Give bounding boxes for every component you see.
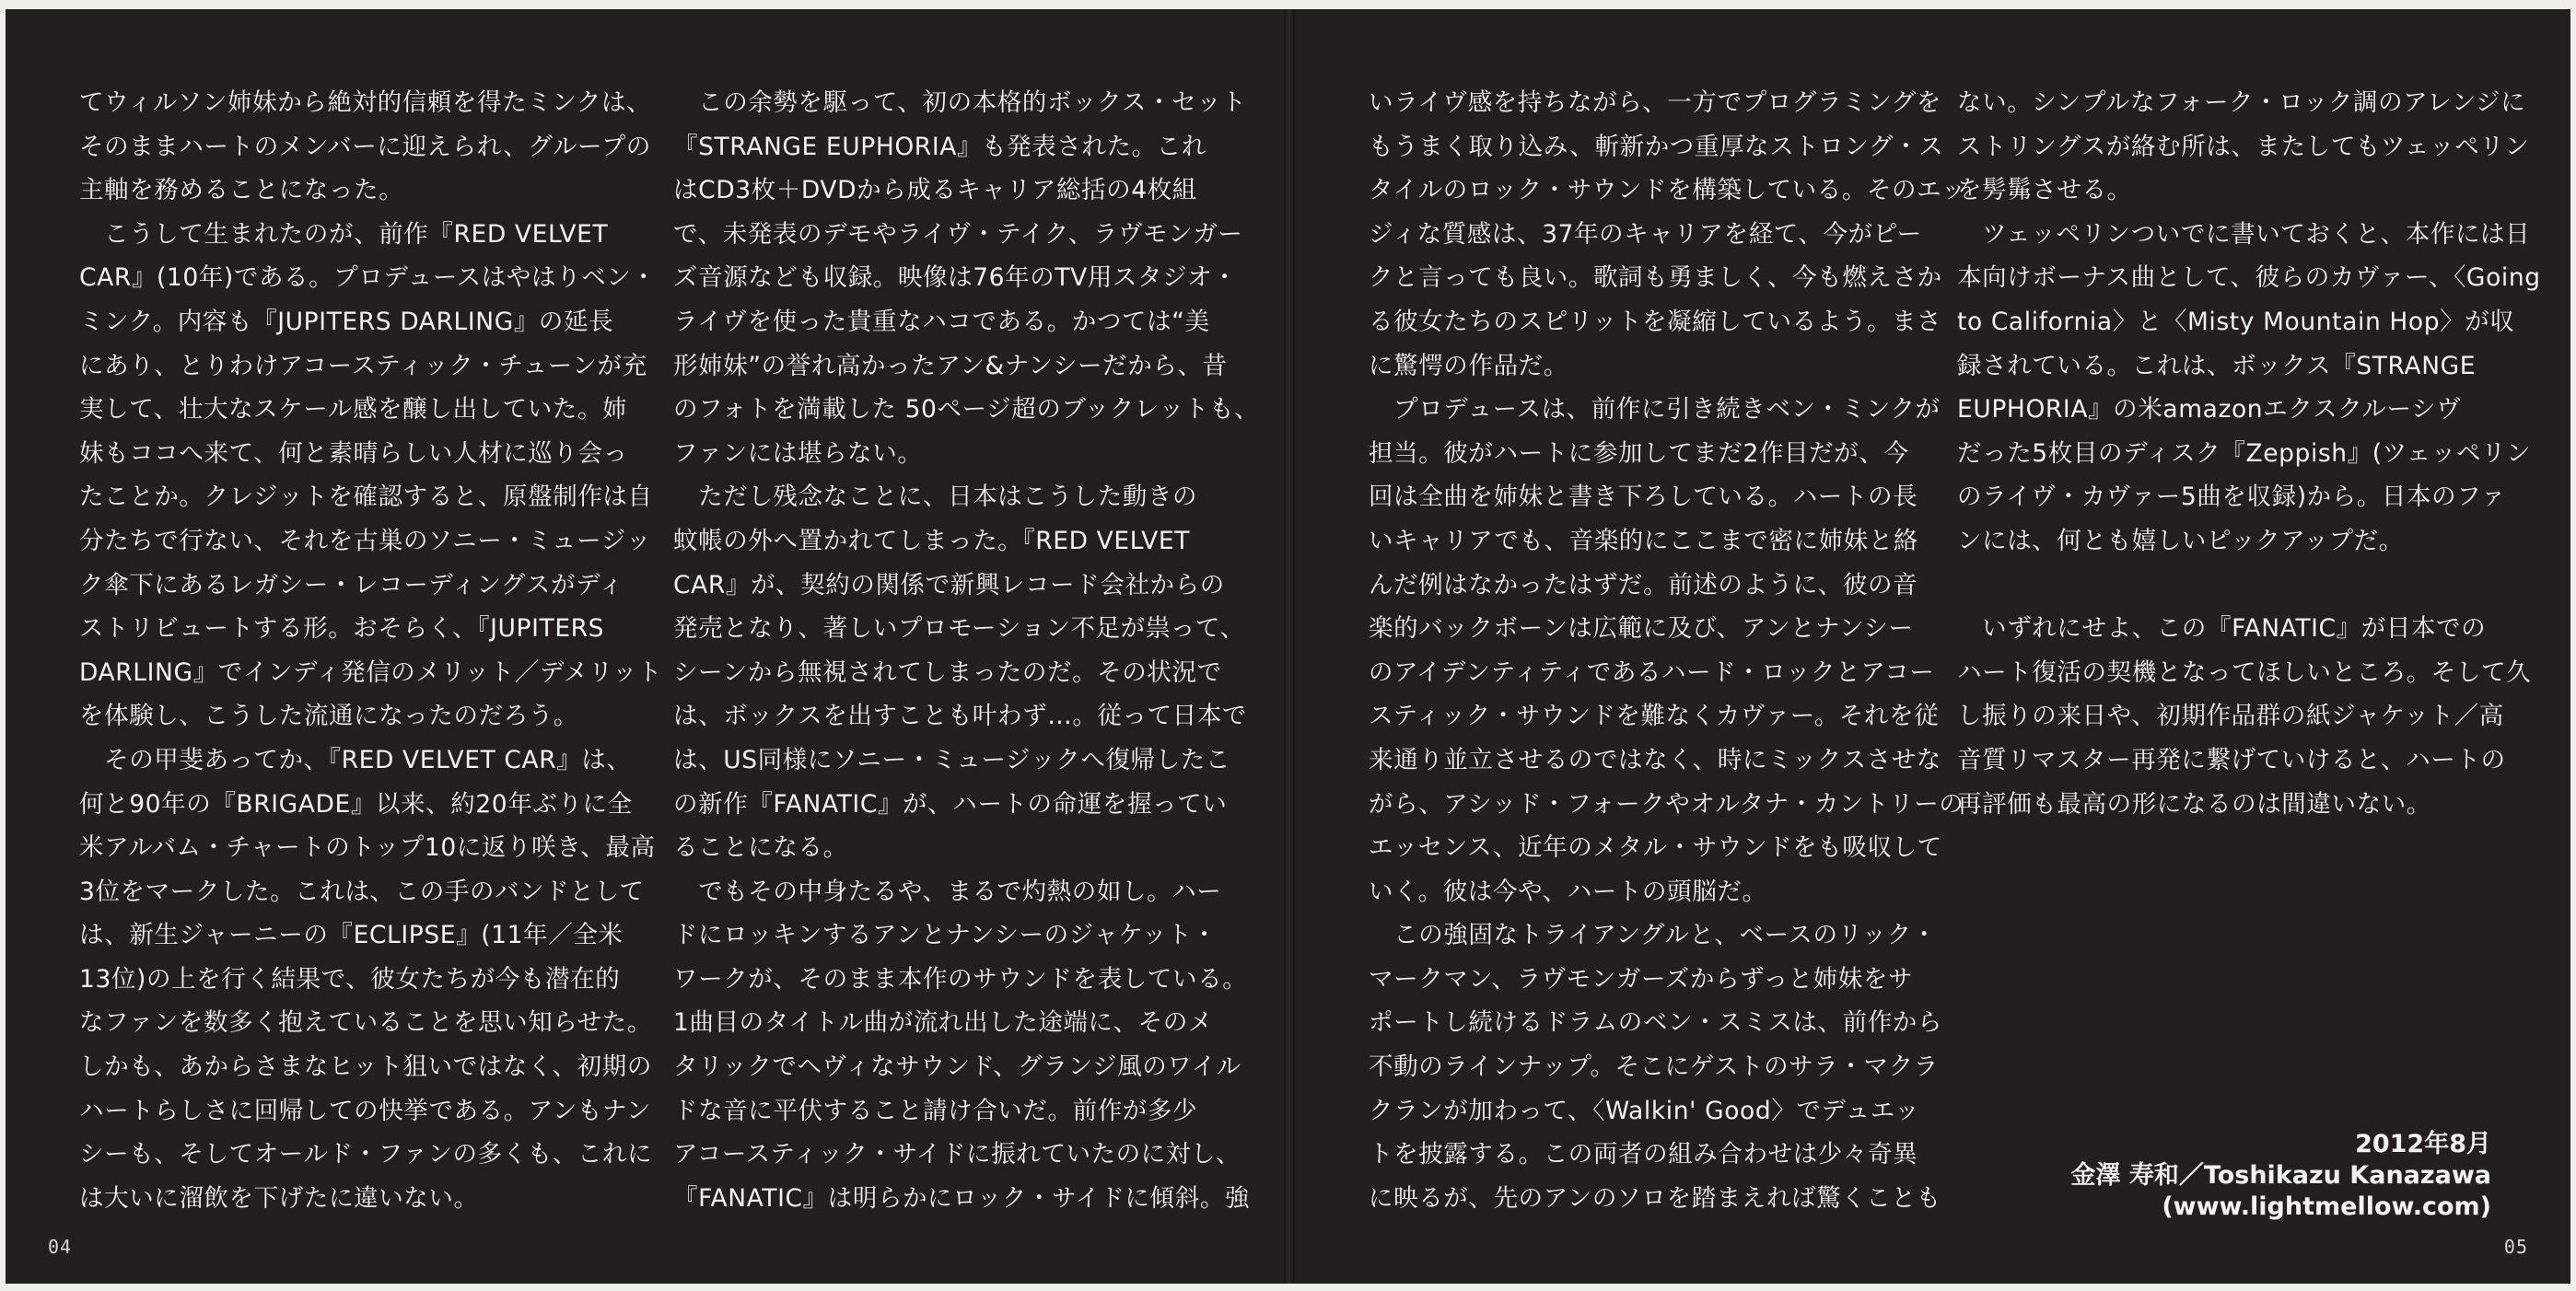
text-line: 3位をマークした。これは、この手のバンドとして (79, 877, 645, 906)
text-line: ジィな質感は、37年のキャリアを経て、今がピー (1369, 219, 1922, 249)
text-line: 再評価も最高の形になるのは間違いない。 (1957, 789, 2431, 819)
text-line: to California〉と〈Misty Mountain Hop〉が収 (1957, 307, 2515, 336)
text-line: で、未発表のデモやライヴ・テイク、ラヴモンガー (673, 219, 1243, 249)
text-line: ハートらしさに回帰しての快挙である。アンもナン (79, 1096, 651, 1125)
text-line: てウィルソン姉妹から絶対的信頼を得たミンクは、 (79, 88, 652, 117)
text-line: しかも、あからさまなヒット狙いではなく、初期の (79, 1053, 652, 1082)
text-line: は、US同様にソニー・ミュージックへ復帰したこ (673, 745, 1230, 774)
text-line: クと言っても良い。歌詞も勇ましく、今も燃えさか (1369, 263, 1942, 293)
text-line: 音質リマスター再発に繋げていけると、ハートの (1957, 745, 2506, 774)
text-line: は、新生ジャーニーの『ECLIPSE』(11年／全米 (79, 921, 624, 950)
text-line: いく。彼は今や、ハートの頭脳だ。 (1369, 877, 1767, 906)
text-line: 形姉妹”の誉れ高かったアン&ナンシーだから、昔 (673, 351, 1228, 380)
text-line: 蚊帳の外へ置かれてしまった。『RED VELVET (673, 526, 1191, 555)
text-line: のフォトを満載した 50ページ超のブックレットも、 (673, 395, 1260, 425)
text-line: タイルのロック・サウンドを構築している。そのエッ (1369, 176, 1966, 205)
text-line: もうまく取り込み、斬新かつ重厚なストロング・ス (1369, 132, 1944, 161)
text-line: の新作『FANATIC』が、ハートの命運を握ってい (673, 789, 1228, 819)
text-line: その甲斐あってか、『RED VELVET CAR』は、 (79, 745, 632, 774)
text-line: プロデュースは、前作に引き続きベン・ミンクが (1369, 395, 1941, 425)
text-line: る彼女たちのスピリットを凝縮しているよう。まさ (1369, 307, 1942, 336)
text-line: こうして生まれたのが、前作『RED VELVET (79, 219, 609, 249)
text-line: ミンク。内容も『JUPITERS DARLING』の延長 (79, 307, 614, 336)
text-line: のアイデンティティであるハード・ロックとアコー (1369, 657, 1935, 687)
text-line: 録されている。これは、ボックス『STRANGE (1957, 351, 2477, 380)
text-line: たことか。クレジットを確認すると、原盤制作は自 (79, 483, 653, 512)
author-credit (2070, 1129, 2491, 1223)
text-line: ファンには堪らない。 (673, 438, 923, 468)
text-column-1 (79, 81, 663, 1220)
text-line: に驚愕の作品だ。 (1369, 351, 1568, 380)
text-line (1957, 564, 2497, 608)
text-line: ストリビュートする形。おそらく、『JUPITERS (79, 614, 605, 644)
text-line: クランが加わって、〈Walkin' Good〉でデュエッ (1369, 1096, 1920, 1125)
text-line: この強固なトライアングルと、ベースのリック・ (1369, 921, 1937, 950)
credit-url: (www.lightmellow.com) (2162, 1192, 2491, 1221)
text-column-4 (1957, 81, 2541, 826)
text-line: 米アルバム・チャートのトップ10に返り咲き、最高 (79, 833, 656, 863)
text-line: 『STRANGE EUPHORIA』も発表された。これ (673, 132, 1206, 161)
text-line: 主軸を務めることになった。 (79, 176, 404, 205)
text-line: ツェッペリンついでに書いておくと、本作には日 (1957, 219, 2531, 249)
text-line: ク傘下にあるレガシー・レコーディングスがディ (79, 570, 624, 599)
text-line: 回は全曲を姉妹と書き下ろしている。ハートの長 (1369, 483, 1918, 512)
text-line: 来通り並立させるのではなく、時にミックスさせな (1369, 745, 1941, 774)
text-column-2 (673, 81, 1260, 1220)
text-line: いキャリアでも、音楽的にここまで密に姉妹と絡 (1369, 526, 1918, 555)
text-line: は、ボックスを出すことも叶わず…。従って日本で (673, 702, 1248, 731)
text-line: を髣髴させる。 (1957, 176, 2132, 205)
text-line: CAR』(10年)である。プロデュースはやはりベン・ (79, 263, 657, 293)
text-line: ズ音源なども収録。映像は76年のTV用スタジオ・ (673, 263, 1238, 293)
text-line: ることになる。 (673, 833, 848, 863)
text-line: この余勢を駆って、初の本格的ボックス・セット (673, 88, 1247, 117)
text-line: アコースティック・サイドに振れていたのに対し、 (673, 1140, 1241, 1169)
text-line: に映るが、先のアンのソロを踏まえれば驚くことも (1369, 1183, 1941, 1213)
text-line: 何と90年の『BRIGADE』以来、約20年ぶりに全 (79, 789, 633, 819)
text-line: ワークが、そのまま本作のサウンドを表している。 (673, 964, 1248, 994)
text-line: なファンを数多く抱えていることを思い知らせた。 (79, 1008, 652, 1038)
text-line: 1曲目のタイトル曲が流れ出した途端に、そのメ (673, 1008, 1214, 1038)
text-line: マークマン、ラヴモンガーズからずっと姉妹をサ (1369, 964, 1914, 994)
spine-fold (1284, 9, 1295, 1284)
credit-author: 金澤 寿和／Toshikazu Kanazawa (2070, 1161, 2491, 1190)
text-line: いずれにせよ、この『FANATIC』が日本での (1957, 614, 2487, 644)
text-line: シーンから無視されてしまったのだ。その状況で (673, 657, 1222, 687)
text-line: 分たちで行ない、それを古巣のソニー・ミュージッ (79, 526, 651, 555)
text-line: ライヴを使った貴重なハコである。かつては“美 (673, 307, 1210, 336)
text-line: 発売となり、著しいプロモーション不足が祟って、 (673, 614, 1245, 644)
text-line: はCD3枚＋DVDから成るキャリア総括の4枚組 (673, 176, 1197, 205)
text-line: 妹もココへ来て、何と素晴らしい人材に巡り会っ (79, 438, 628, 468)
text-line: ンには、何とも嬉しいピックアップだ。 (1957, 526, 2404, 555)
text-line: 『FANATIC』は明らかにロック・サイドに傾斜。強 (673, 1183, 1251, 1213)
text-line: ない。シンプルなフォーク・ロック調のアレンジに (1957, 88, 2526, 117)
text-line: 不動のラインナップ。そこにゲストのサラ・マクラ (1369, 1053, 1939, 1082)
text-line: は大いに溜飲を下げたに違いない。 (79, 1183, 479, 1213)
text-line: ドな音に平伏すること請け合いだ。前作が多少 (673, 1096, 1198, 1125)
text-line: ストリングスが絡む所は、またしてもツェッペリン (1957, 132, 2530, 161)
text-line: ポートし続けるドラムのベン・スミスは、前作から (1369, 1008, 1943, 1038)
text-line: を体験し、こうした流通になったのだろう。 (79, 702, 578, 731)
text-column-3 (1369, 81, 1966, 1220)
text-line: ハート復活の契機となってほしいところ。そして久 (1957, 657, 2532, 687)
text-line: でもその中身たるや、まるで灼熱の如し。ハー (673, 877, 1222, 906)
text-line: CAR』が、契約の関係で新興レコード会社からの (673, 570, 1225, 599)
text-line: ドにロッキンするアンとナンシーのジャケット・ (673, 921, 1218, 950)
text-line: 実して、壮大なスケール感を醸し出していた。姉 (79, 395, 628, 425)
text-line: いライヴ感を持ちながら、一方でプログラミングを (1369, 88, 1941, 117)
text-line: トを披露する。この両者の組み合わせは少々奇異 (1369, 1140, 1918, 1169)
text-line: 担当。彼がハートに参加してまだ2作目だが、今 (1369, 438, 1909, 468)
text-line: のライヴ・カヴァー5曲を収録)から。日本のファ (1957, 483, 2506, 512)
text-line: スティック・サウンドを難なくカヴァー。それを従 (1369, 702, 1940, 731)
text-line: んだ例はなかったはずだ。前述のように、彼の音 (1369, 570, 1918, 599)
booklet-spread (6, 9, 2570, 1284)
text-line: エッセンス、近年のメタル・サウンドをも吸収して (1369, 833, 1942, 863)
text-line: ただし残念なことに、日本はこうした動きの (673, 483, 1198, 512)
text-line: がら、アシッド・フォークやオルタナ・カントリーの (1369, 789, 1964, 819)
text-line: DARLING』でインディ発信のメリット／デメリット (79, 657, 663, 687)
text-line: タリックでヘヴィなサウンド、グランジ風のワイル (673, 1053, 1241, 1082)
text-line: だった5枚目のディスク『Zeppish』(ツェッペリン (1957, 438, 2532, 468)
credit-date: 2012年8月 (2355, 1130, 2491, 1158)
page-number-left: 04 (48, 1236, 73, 1258)
text-line: そのままハートのメンバーに迎えられ、グループの (79, 132, 651, 161)
text-line: にあり、とりわけアコースティック・チューンが充 (79, 351, 647, 380)
text-line: 楽的バックボーンは広範に及び、アンとナンシー (1369, 614, 1914, 644)
text-line: し振りの来日や、初期作品群の紙ジャケット／高 (1957, 702, 2504, 731)
page-right (1295, 9, 2570, 1284)
page-number-right: 05 (2503, 1236, 2528, 1258)
text-line: 本向けボーナス曲として、彼らのカヴァー、〈Going (1957, 263, 2541, 293)
page-left (6, 9, 1284, 1284)
text-line: シーも、そしてオールド・ファンの多くも、これに (79, 1140, 653, 1169)
text-line: 13位)の上を行く結果で、彼女たちが今も潜在的 (79, 964, 621, 994)
text-line: EUPHORIA』の米amazonエクスクルーシヴ (1957, 395, 2462, 425)
